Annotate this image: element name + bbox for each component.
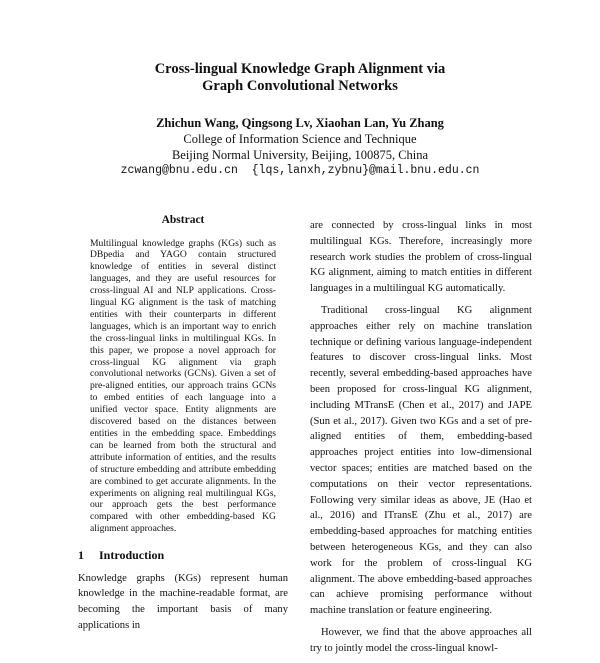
right-column: [310, 218, 532, 663]
title-line-2: Graph Convolutional Networks: [202, 78, 398, 94]
title-line-1: Cross-lingual Knowledge Graph Alignment via: [154, 61, 446, 77]
author-names: Zhichun Wang, Qingsong Lv, Xiaohan Lan, Yu Zhang: [156, 116, 444, 130]
affiliation-line-1: College of Information Science and Technique: [183, 132, 417, 146]
paragraph-2: Traditional cross-lingual KG alignment approaches either rely on machine translation technique or defining various language-independent features to discover cross-lingual links. Most recently, several embedding-based approaches have been proposed for cross-lingual KG alignment, including MTransE (Chen et al., 2017) and JAPE (Sun et al., 2017). Given two KGs and a set of pre-aligned entities of them, embedding-based approaches project entities into low-dimensional vector spaces; entities are matched based on the computations on their vector representations. Following very similar ideas as above, JE (Hao et al., 2016) and ITransE (Zhu et al., 2017) are embedding-based approaches for matching entities between heterogeneous KGs, and they can also work for the problem of cross-lingual KG alignment. The above embedding-based approaches can achieve promising performance without machine translation or feature engineering.: [310, 304, 532, 617]
abstract-text: Multilingual knowledge graphs (KGs) such as DBpedia and YAGO contain structured knowledge of entities in several distinct languages, and they are useful resources for cross-lingual AI and NLP applications. Cross-lingual KG alignment is the task of matching entities with their counterparts in different languages, which is an important way to enrich the cross-lingual links in multilingual KGs. In this paper, we propose a novel approach for cross-lingual KG alignment via graph convolutional networks (GCNs). Given a set of pre-aligned entities, our approach trains GCNs to embed entities of each language into a unified vector space. Entity alignments are discovered based on the distances between entities in the embedding space. Embeddings can be learned from both the structural and attribute information of entities, and the results of structure embedding and attribute embedding are combined to get accurate alignments. In the experiments on aligning real multilingual KGs, our approach gets the best performance compared with other embedding-based KG alignment approaches.: [90, 237, 276, 535]
left-column: [78, 214, 288, 634]
paper-title: [0, 61, 600, 95]
author-emails: zcwang@bnu.edu.cn {lqs,lanxh,zybnu}@mail.bnu.edu.cn: [120, 164, 480, 177]
section-number: 1: [78, 548, 84, 563]
paragraph-1: are connected by cross-lingual links in most multilingual KGs. Therefore, increasingly more research work studies the problem of cross-lingual KG alignment, aiming to match entities in different languages in a multilingual KG automatically.: [310, 220, 532, 295]
paragraph-3: However, we find that the above approaches all try to jointly model the cross-lingual knowl-: [310, 626, 532, 654]
section-title: Introduction: [99, 548, 165, 563]
abstract-heading: Abstract: [161, 214, 205, 226]
introduction-heading: [78, 549, 281, 563]
affiliation-line-2: Beijing Normal University, Beijing, 100875, China: [171, 148, 429, 162]
introduction-text: Knowledge graphs (KGs) represent human knowledge in the machine-readable format, are becoming the important basis of many applications in: [78, 572, 288, 632]
author-block: [0, 115, 600, 179]
